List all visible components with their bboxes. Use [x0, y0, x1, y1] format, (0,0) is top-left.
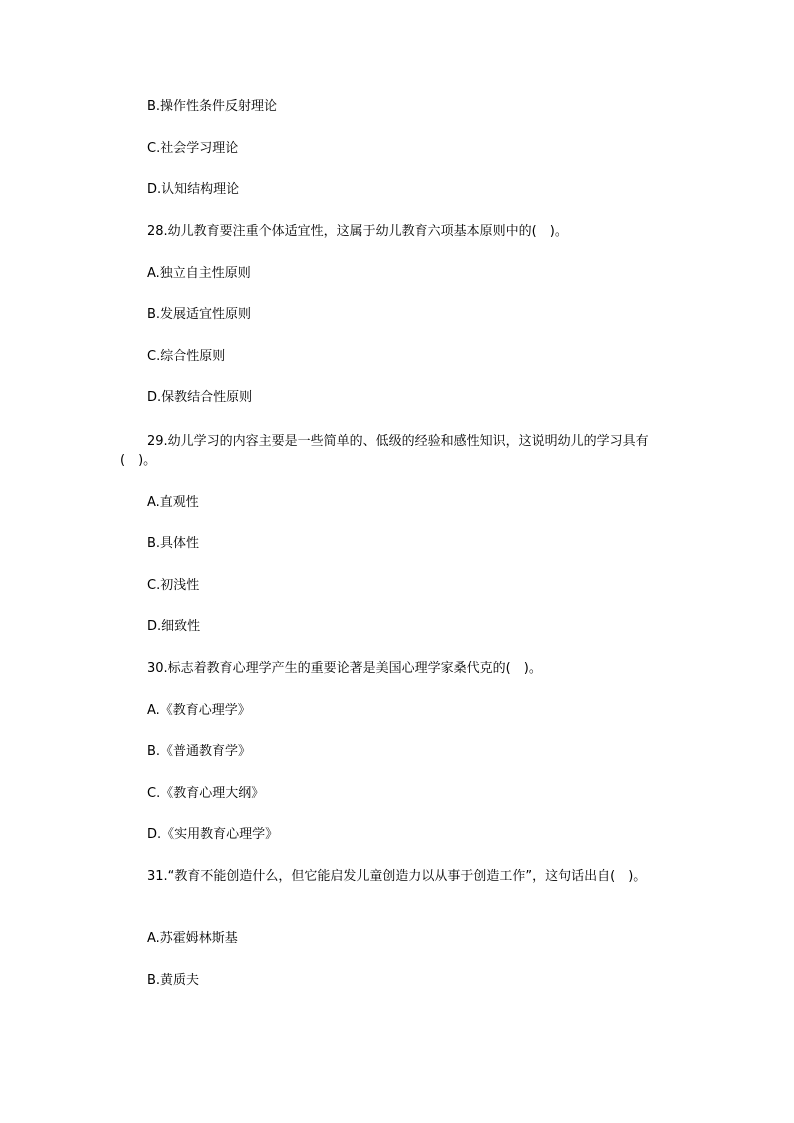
q28-option-b: B.发展适宜性原则	[147, 307, 252, 322]
q30-option-b: B.《普通教育学》	[147, 744, 252, 759]
question-31: 31.“教育不能创造什么，但它能启发儿童创造力以从事于创造工作”，这句话出自( )。	[147, 869, 647, 884]
q27-option-b: B.操作性条件反射理论	[147, 99, 278, 114]
question-28: 28.幼儿教育要注重个体适宜性，这属于幼儿教育六项基本原则中的( )。	[147, 224, 568, 239]
q28-option-a: A.独立自主性原则	[147, 266, 251, 281]
q29-option-d: D.细致性	[147, 619, 201, 634]
q28-option-d: D.保教结合性原则	[147, 390, 253, 405]
q31-option-b: B.黄质夫	[147, 973, 200, 988]
q30-option-a: A.《教育心理学》	[147, 703, 251, 718]
q30-option-d: D.《实用教育心理学》	[147, 827, 279, 842]
q29-option-b: B.具体性	[147, 536, 200, 551]
q27-option-d: D.认知结构理论	[147, 182, 240, 197]
q30-option-c: C.《教育心理大纲》	[147, 786, 265, 801]
q27-option-c: C.社会学习理论	[147, 141, 239, 156]
q31-option-a: A.苏霍姆林斯基	[147, 931, 238, 946]
question-30: 30.标志着教育心理学产生的重要论著是美国心理学家桑代克的( )。	[147, 661, 542, 676]
q29-option-c: C.初浅性	[147, 578, 200, 593]
question-29: 29.幼儿学习的内容主要是一些简单的、低级的经验和感性知识，这说明幼儿的学习具有( )。	[120, 434, 649, 468]
q28-option-c: C.综合性原则	[147, 349, 226, 364]
q29-option-a: A.直观性	[147, 495, 199, 510]
